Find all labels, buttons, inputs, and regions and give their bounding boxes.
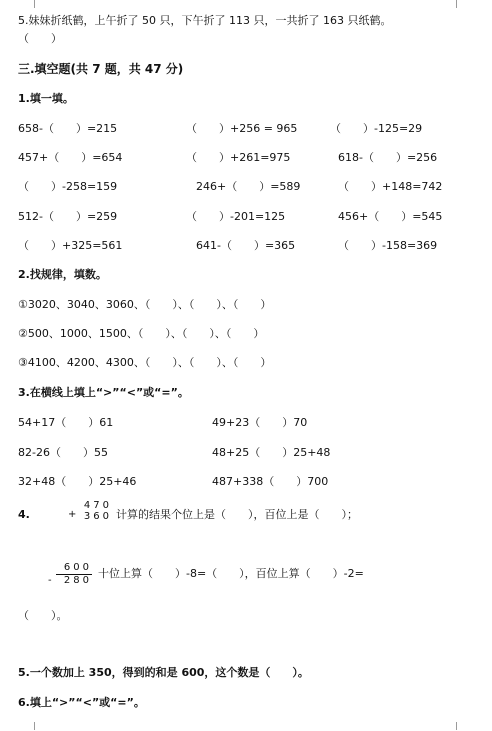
q1-r5-c1[interactable]: （ ）+325=561 (18, 239, 123, 252)
q4-vertical-bottom-number: 360 (83, 511, 112, 522)
question-5-text[interactable]: 5.一个数加上 350，得到的和是 600，这个数是（ ）。 (18, 666, 309, 679)
q2-sequence-2[interactable]: ②500、1000、1500、（ ）、（ ）、（ ） (18, 327, 265, 340)
q2-sequence-3[interactable]: ③4100、4200、4300、（ ）、（ ）、（ ） (18, 356, 272, 369)
q4b-continuation[interactable]: （ ）。 (18, 609, 68, 622)
question-2-title: 2.找规律，填数。 (18, 268, 107, 281)
q1-r2-c1[interactable]: 457+（ ）=654 (18, 151, 123, 164)
q1-r2-c3[interactable]: 618-（ ）=256 (338, 151, 438, 164)
crop-mark-top-right (456, 0, 465, 8)
q4-plus-sign: + (68, 509, 77, 520)
q4b-question-text[interactable]: 十位上算（ ）-8=（ ），百位上算（ ）-2= (98, 567, 364, 580)
q1-r5-c3[interactable]: （ ）-158=369 (338, 239, 438, 252)
q3-r1-c2[interactable]: 49+23（ ）70 (212, 416, 308, 429)
q1-r1-c2[interactable]: （ ）+256 = 965 (186, 122, 298, 135)
q1-r2-c2[interactable]: （ ）+261=975 (186, 151, 291, 164)
q1-r1-c1[interactable]: 658-（ ）=215 (18, 122, 118, 135)
prev-question-5-answer-blank[interactable]: （ ） (18, 32, 62, 45)
prev-question-5-text: 5.妹妹折纸鹤，上午折了 50 只，下午折了 113 只，一共折了 163 只纸鹤。 (18, 14, 392, 27)
q3-r1-c1[interactable]: 54+17（ ）61 (18, 416, 114, 429)
q3-r3-c1[interactable]: 32+48（ ）25+46 (18, 475, 137, 488)
q1-r5-c2[interactable]: 641-（ ）=365 (196, 239, 296, 252)
section-3-title: 三.填空题(共 7 题，共 47 分) (18, 62, 184, 76)
question-3-title: 3.在横线上填上“>”“<”或“=”。 (18, 386, 189, 399)
q3-r3-c2[interactable]: 487+338（ ）700 (212, 475, 329, 488)
q4-vertical-top-number: 470 (83, 500, 112, 511)
q3-r2-c1[interactable]: 82-26（ ）55 (18, 446, 108, 459)
q4-question-text[interactable]: 计算的结果个位上是（ ），百位上是（ ）； (116, 508, 358, 521)
q4b-vertical-bottom-number: 280 (63, 575, 92, 586)
question-4-label: 4. (18, 508, 30, 521)
q1-r3-c3[interactable]: （ ）+148=742 (338, 180, 443, 193)
crop-mark-bottom-left (26, 722, 35, 730)
q1-r1-c3[interactable]: （ ）-125=29 (330, 122, 423, 135)
q3-r2-c2[interactable]: 48+25（ ）25+48 (212, 446, 331, 459)
crop-mark-top-left (26, 0, 35, 8)
q4b-vertical-top-number: 600 (63, 562, 92, 573)
q1-r4-c3[interactable]: 456+（ ）=545 (338, 210, 443, 223)
q1-r4-c2[interactable]: （ ）-201=125 (186, 210, 286, 223)
q1-r4-c1[interactable]: 512-（ ）=259 (18, 210, 118, 223)
crop-mark-bottom-right (456, 722, 465, 730)
question-1-title: 1.填一填。 (18, 92, 74, 105)
q1-r3-c2[interactable]: 246+（ ）=589 (196, 180, 301, 193)
q2-sequence-1[interactable]: ①3020、3040、3060、（ ）、（ ）、（ ） (18, 298, 272, 311)
q4-vertical-addition (68, 500, 112, 522)
question-6-title: 6.填上“>”“<”或“=”。 (18, 696, 145, 709)
q4b-minus-sign: - (48, 575, 52, 586)
q1-r3-c1[interactable]: （ ）-258=159 (18, 180, 118, 193)
q4b-vertical-subtraction (48, 562, 92, 586)
